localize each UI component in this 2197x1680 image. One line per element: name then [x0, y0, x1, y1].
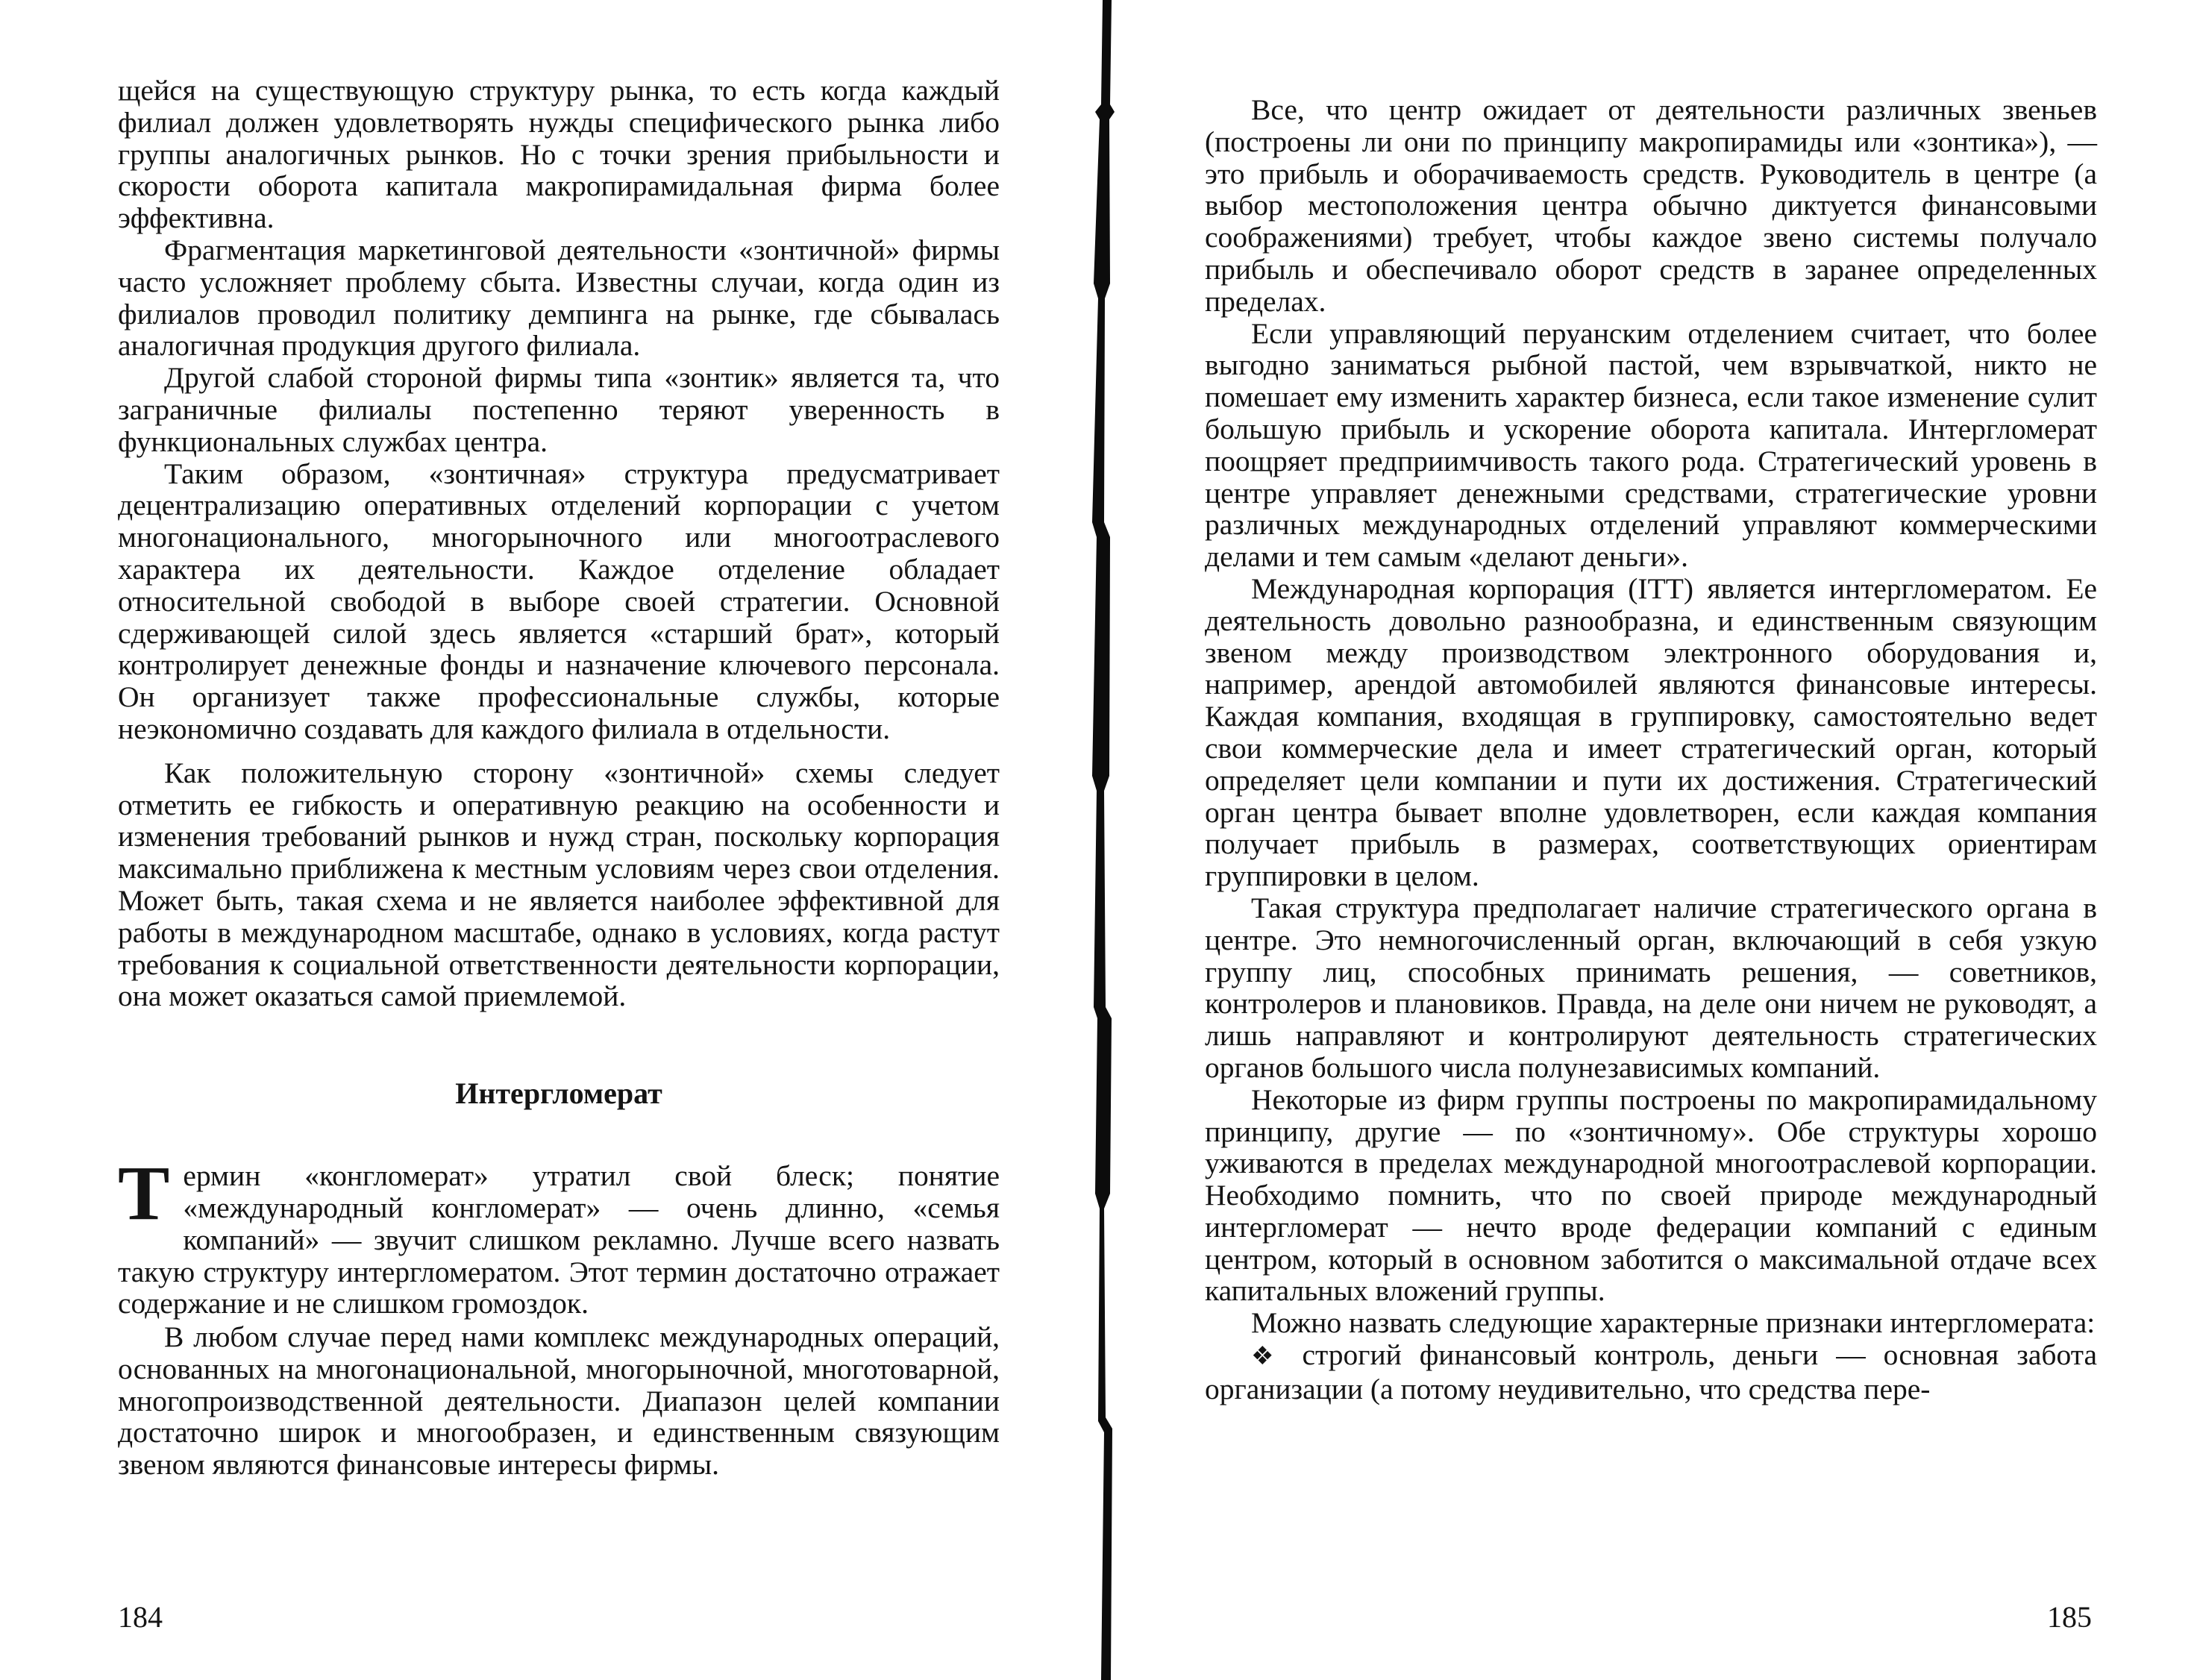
- left-paragraph-5: Как положительную сторону «зонтичной» схемы следует отметить ее гибкость и оперативную реакцию на особенности и изменения требований рынков и нужд стран, поскольку корпорация максимально приближена к местным условиям через свои отделения. Может быть, такая схема и не является наиболее эффективной для работы в международном масштабе, однако в условиях, когда растут требования к социальной ответственности деятельности корпорации, она может оказаться самой приемлемой.: [118, 756, 1000, 1013]
- spine-shadow-graphic: [1088, 0, 1125, 1680]
- right-paragraph-2: Если управляющий перуанским отделением считает, что более выгодно заниматься рыбной пастой, чем взрывчаткой, никто не помешает ему изменить характер бизнеса, если такое изменение сулит большую прибыль и ускорение оборота капитала. Интергломерат поощряет предприимчивость такого рода. Стратегический уровень в центре управляет денежными средствами, стратегические уровни различных международных отделений управляют коммерческими делами и тем самым «делают деньги».: [1205, 316, 2097, 574]
- right-page: [1205, 94, 2097, 1405]
- left-paragraph-2: Фрагментация маркетинговой деятельности «зонтичной» фирмы часто усложняет проблему сбыта. Известны случаи, когда один из филиалов проводил политику демпинга на рынке, где сбывалась аналогичная продукция другого филиала.: [118, 233, 1000, 363]
- bullet-item: [1205, 1339, 2097, 1405]
- left-paragraph-4: Таким образом, «зонтичная» структура предусматривает децентрализацию оперативных отделений корпорации с учетом многонационального, многорыночного или многоотраслевого характера их деятельности. Каждое отделение обладает относительной свободой в выборе своей стратегии. Основной сдерживающей силой здесь является «старший брат», который контролирует денежные фонды и назначение ключевого персонала. Он организует также профессиональные службы, которые неэкономично создавать для каждого филиала в отдельности.: [118, 457, 1000, 745]
- right-paragraph-4: Такая структура предполагает наличие стратегического органа в центре. Это немногочисленный орган, включающий в себя узкую группу лиц, способных принимать решения, — советников, контролеров и плановиков. Правда, на деле они ничем не руководят, а лишь направляют и контролируют деятельность стратегических органов большого числа полунезависимых компаний.: [1205, 891, 2097, 1084]
- right-paragraph-6: Можно назвать следующие характерные признаки интергломерата:: [1251, 1306, 2096, 1340]
- dropcap-letter: Т: [118, 1150, 170, 1237]
- left-paragraph-3: Другой слабой стороной фирмы типа «зонтик» является та, что заграничные филиалы постепенно теряют уверенность в функциональных службах центра.: [118, 361, 1000, 458]
- diamond-bullet-icon: ❖: [1251, 1343, 1285, 1371]
- section-heading: Интергломерат: [455, 1076, 662, 1111]
- book-spine: [1088, 0, 1125, 1680]
- right-paragraph-5: Некоторые из фирм группы построены по макропирамидальному принципу, другие — по «зонтичному». Обе структуры хорошо уживаются в пределах международной многоотраслевой корпорации. Необходимо помнить, что по своей природе международный интергломерат — нечто вроде федерации компаний с единым центром, который в основном заботится о максимальной отдаче всех капитальных вложений группы.: [1205, 1082, 2097, 1308]
- dropcap-paragraph-text: ермин «конгломерат» утратил свой блеск; понятие «международный конгломерат» — очень длинно, «семья компаний» — звучит слишком рекламно. Лучше всего назвать такую структуру интергломератом. Этот термин достаточно отражает содержание и не слишком громоздок.: [118, 1159, 1000, 1320]
- left-paragraph-1: щейся на существующую структуру рынка, то есть когда каждый филиал должен удовлетворять нужды специфического рынка либо группы аналогичных рынков. Но с точки зрения прибыльности и скорости оборота капитала макропирамидальная фирма более эффективна.: [118, 74, 1000, 235]
- page-number-right: 185: [2047, 1600, 2092, 1634]
- bullet-text: строгий финансовый контроль, деньги — основная забота организации (а потому неудивительно, что средства пере-: [1205, 1338, 2098, 1405]
- page-number-left: 184: [118, 1600, 163, 1634]
- left-final-paragraph: В любом случае перед нами комплекс международных операций, основанных на многонациональной, многорыночной, многотоварной, многопроизводственной деятельности. Диапазон целей компании достаточно широк и многообразен, и единственным связующим звеном являются финансовые интересы фирмы.: [118, 1320, 1000, 1482]
- dropcap-paragraph: [118, 1150, 1000, 1320]
- left-page: [118, 75, 1000, 1481]
- right-paragraph-3: Международная корпорация (ITT) является интергломератом. Ее деятельность довольно разнообразна, и единственным связующим звеном между производством электронного оборудования и, например, арендой автомобилей являются финансовые интересы. Каждая компания, входящая в группировку, самостоятельно ведет свои коммерческие дела и имеет стратегический орган, который определяет цели компании и пути их достижения. Стратегический орган центра бывает вполне удовлетворен, если каждая компания получает прибыль в размерах, соответствующих ориентирам группировки в целом.: [1205, 571, 2097, 893]
- right-paragraph-1: Все, что центр ожидает от деятельности различных звеньев (построены ли они по принципу макропирамиды или «зонтика»), — это прибыль и оборачиваемость средств. Руководитель в центре (а выбор местоположения центра обычно диктуется финансовыми соображениями) требует, чтобы каждое звено системы получало прибыль и обеспечивало оборот средств в заранее определенных пределах.: [1205, 93, 2097, 318]
